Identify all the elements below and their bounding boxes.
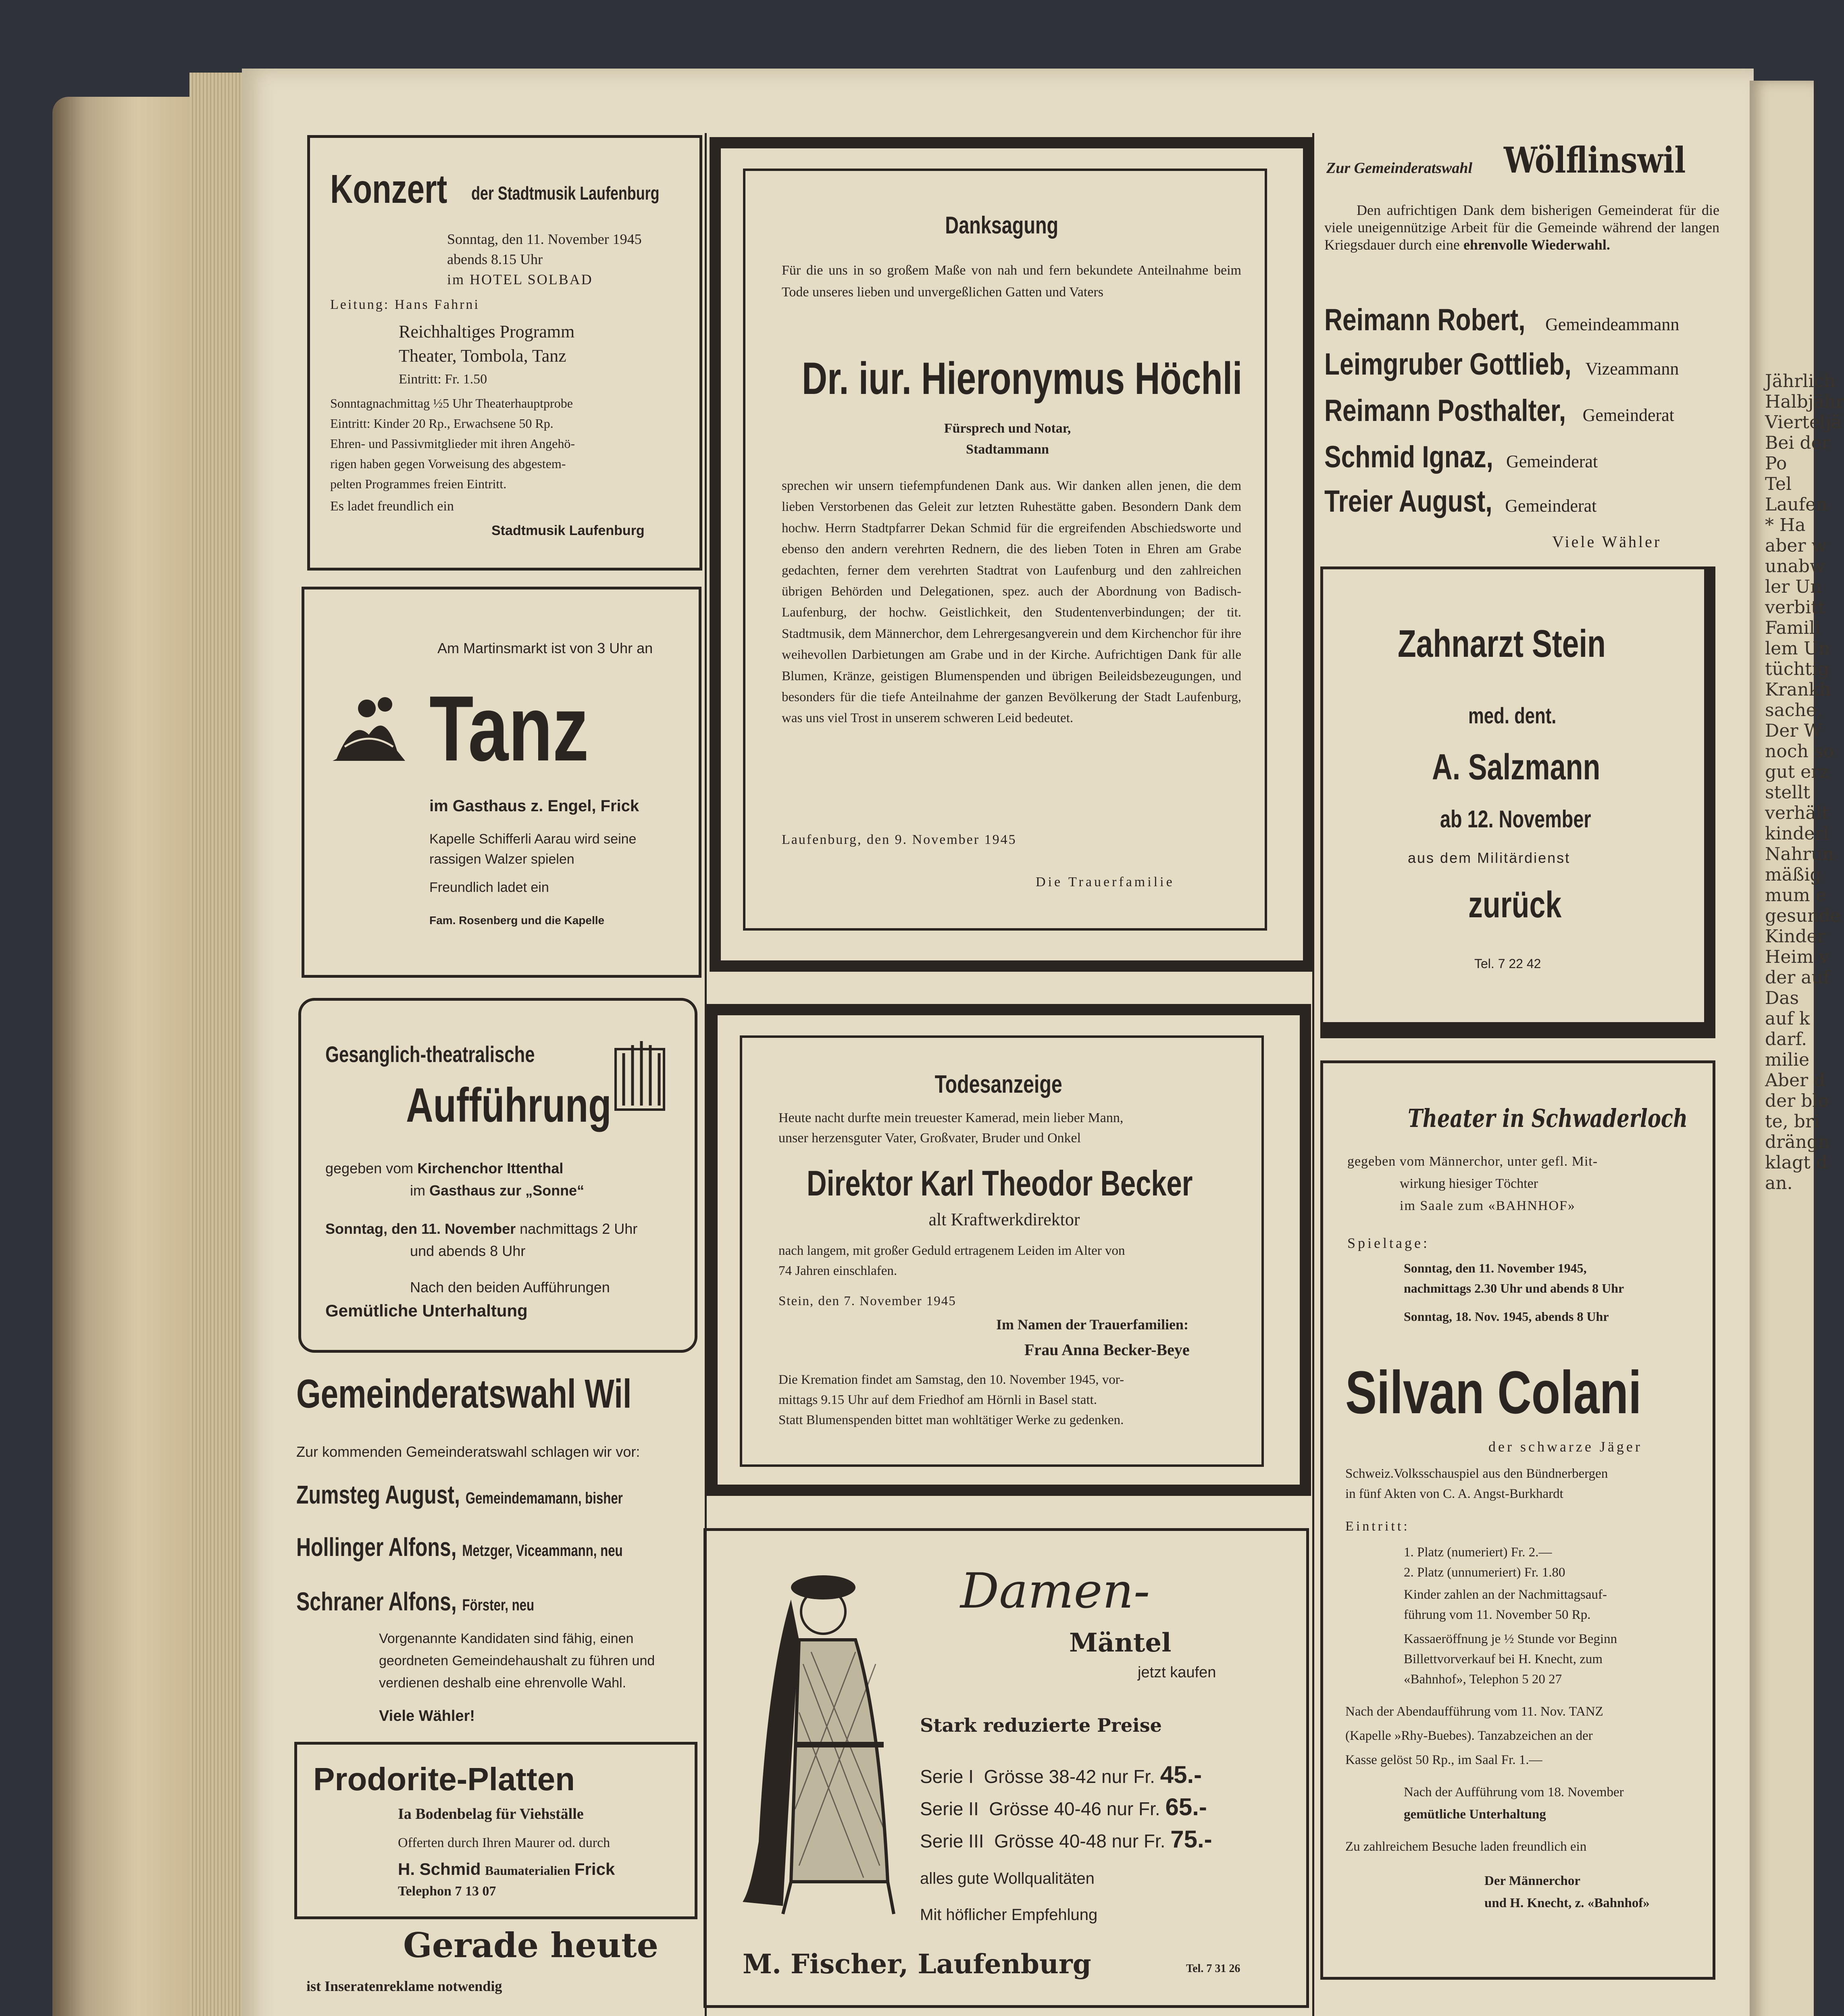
prodorite-title: Prodorite-Platten	[313, 1761, 575, 1797]
wil-signature: Viele Wähler!	[379, 1708, 475, 1724]
damen-maentel-ad	[703, 1528, 1309, 2008]
schwaderloch-invite: Zu zahlreichem Besuche laden freundlich ein	[1345, 1839, 1587, 1854]
zahnarzt-degree: med. dent.	[1468, 703, 1557, 728]
damen-title: Damen-	[960, 1563, 1150, 1619]
facing-page-line: klagt d	[1765, 1152, 1827, 1173]
facing-page-line: Tel	[1765, 474, 1792, 494]
dancers-icon	[329, 686, 409, 767]
schwaderloch-price-2: 2. Platz (unnumeriert) Fr. 1.80	[1404, 1565, 1565, 1580]
schwaderloch-text: (Kapelle »Rhy-Buebes). Tanzabzeichen an der	[1345, 1729, 1593, 1743]
tanz-invite: Freundlich ladet ein	[429, 880, 549, 895]
todesanzeige-text: Statt Blumenspenden bittet man wohltätiger Werke zu gedenken.	[778, 1413, 1124, 1427]
facing-page-line: der blo	[1765, 1091, 1829, 1111]
facing-page-line: darf.	[1765, 1029, 1807, 1050]
schwaderloch-text: Kinder zahlen an der Nachmittagsauf-	[1404, 1587, 1607, 1602]
facing-page-line: Aber d	[1765, 1070, 1825, 1091]
tanz-band: rassigen Walzer spielen	[429, 852, 574, 867]
facing-page-line: Der W	[1765, 721, 1822, 741]
woelf-member-2-role: Vizeammann	[1585, 359, 1679, 379]
woelf-kicker: Zur Gemeinderatswahl	[1326, 160, 1473, 177]
konzert-ad	[307, 135, 702, 571]
woelf-title: Wölflinswil	[1504, 139, 1686, 181]
woelf-member-4-role: Gemeinderat	[1506, 452, 1598, 471]
facing-page-line: verhält	[1765, 803, 1829, 823]
facing-page-line: mum e	[1765, 885, 1826, 906]
facing-page-line: Bei der	[1765, 433, 1830, 453]
series-1-size: Grösse 38-42 nur Fr.	[984, 1766, 1155, 1787]
series-3-size: Grösse 40-48 nur Fr.	[994, 1831, 1166, 1851]
todesanzeige-ad	[706, 1004, 1311, 1496]
auffuehrung-date: Sonntag, den 11. November	[325, 1220, 516, 1237]
woelf-intro-bold: ehrenvolle Wiederwahl.	[1463, 237, 1610, 253]
auffuehrung-time: nachmittags 2 Uhr	[520, 1220, 638, 1237]
facing-page-line: auf k	[1765, 1008, 1810, 1029]
organ-icon	[612, 1033, 668, 1114]
zahnarzt-back: zurück	[1468, 884, 1562, 925]
auffuehrung-kicker: Gesanglich-theatralische	[325, 1041, 535, 1067]
series-1: Serie I	[920, 1766, 974, 1787]
schwaderloch-signature: und H. Knecht, z. «Bahnhof»	[1484, 1896, 1650, 1910]
wil-body: verdienen deshalb eine ehrenvolle Wahl.	[379, 1675, 626, 1691]
schwaderloch-date-2: Sonntag, 18. Nov. 1945, abends 8 Uhr	[1404, 1309, 1609, 1324]
woman-in-coat-icon	[735, 1559, 904, 1922]
facing-page-line: stellt	[1765, 782, 1811, 803]
woelf-member-5: Treier August,	[1324, 484, 1492, 519]
todesanzeige-text: 74 Jahren einschlafen.	[778, 1264, 897, 1278]
schwaderloch-price-1: 1. Platz (numeriert) Fr. 2.—	[1404, 1545, 1552, 1560]
facing-page-line: Laufen	[1765, 494, 1827, 515]
series-2-size: Grösse 40-46 nur Fr.	[989, 1798, 1160, 1819]
zahnarzt-phone: Tel. 7 22 42	[1474, 956, 1541, 971]
deceased-name: Dr. iur. Hieronymus Höchli	[802, 353, 1243, 404]
damen-maentel-title: Mäntel	[1069, 1628, 1172, 1658]
wil-candidate-3-role: Förster, neu	[462, 1596, 535, 1614]
todesanzeige-title: Todesanzeige	[934, 1070, 1062, 1098]
konzert-time: abends 8.15 Uhr	[447, 251, 543, 267]
facing-page-line: drängn	[1765, 1132, 1830, 1152]
schwaderloch-date-1-time: nachmittags 2.30 Uhr und abends 8 Uhr	[1404, 1281, 1624, 1295]
woelf-intro: Den aufrichtigen Dank dem bisherigen Gemeinderat für die viele uneigennützige Arbeit für die Gemeinde während der langen Kriegsdauer durch eine	[1324, 202, 1719, 253]
series-2-price: 65.-	[1165, 1793, 1207, 1820]
tanz-signature: Fam. Rosenberg und die Kapelle	[429, 914, 605, 927]
auffuehrung-im: im	[410, 1182, 425, 1199]
schwaderloch-eintritt: Eintritt:	[1345, 1519, 1410, 1534]
facing-page-line: Krankh	[1765, 679, 1831, 700]
schwaderloch-date-1: Sonntag, den 11. November 1945,	[1404, 1261, 1587, 1275]
wil-intro: Zur kommenden Gemeinderatswahl schlagen wir vor:	[296, 1443, 640, 1460]
konzert-invite: Es ladet freundlich ein	[330, 499, 454, 514]
todesanzeige-name: Direktor Karl Theodor Becker	[807, 1163, 1193, 1203]
wil-candidate-1-role: Gemeindemamann, bisher	[465, 1489, 623, 1507]
facing-page-line: Heim v	[1765, 947, 1829, 967]
gerade-subtitle: ist Inseratenreklame notwendig	[306, 1978, 502, 1994]
todesanzeige-text: nach langem, mit großer Geduld ertragenem Leiden im Alter von	[778, 1243, 1125, 1258]
facing-page-line: kinderl	[1765, 823, 1829, 844]
schwaderloch-text: Nach der Aufführung vom 18. November	[1404, 1785, 1624, 1799]
zahnarzt-from: ab 12. November	[1440, 806, 1591, 833]
zahnarzt-name: A. Salzmann	[1432, 747, 1600, 787]
konzert-leitung: Leitung: Hans Fahrni	[330, 297, 480, 312]
woelf-member-1-role: Gemeindeammann	[1545, 314, 1680, 334]
woelf-member-2: Leimgruber Gottlieb,	[1324, 347, 1571, 381]
todesanzeige-text: unser herzensguter Vater, Großvater, Bruder und Onkel	[778, 1131, 1081, 1145]
facing-page-line: Halbjähr	[1765, 392, 1844, 412]
schwaderloch-text: «Bahnhof», Telephon 5 20 27	[1404, 1672, 1562, 1687]
woelf-member-1: Reimann Robert,	[1324, 303, 1526, 337]
series-1-price: 45.-	[1160, 1761, 1202, 1788]
konzert-program: Reichhaltiges Programm	[399, 322, 575, 342]
facing-page-line: der auf	[1765, 967, 1830, 988]
facing-page-line: * Ha	[1765, 515, 1806, 535]
deceased-profession: Fürsprech und Notar,	[944, 421, 1071, 436]
tanz-intro: Am Martinsmarkt ist von 3 Uhr an	[437, 640, 653, 656]
woelf-member-3-role: Gemeinderat	[1582, 405, 1674, 425]
todesanzeige-sign-intro: Im Namen der Trauerfamilien:	[996, 1316, 1188, 1333]
konzert-note: Ehren- und Passivmitglieder mit ihren Angehö-	[330, 436, 575, 451]
auffuehrung-ad	[298, 998, 697, 1353]
danksagung-date: Laufenburg, den 9. November 1945	[782, 832, 1017, 847]
damen-buy-now: jetzt kaufen	[1138, 1664, 1216, 1681]
konzert-note: rigen haben gegen Vorweisung des abgestem-	[330, 456, 566, 471]
wil-body: Vorgenannte Kandidaten sind fähig, einen	[379, 1631, 634, 1646]
schwaderloch-text: führung vom 11. November 50 Rp.	[1404, 1608, 1591, 1622]
konzert-title: Konzert	[330, 167, 447, 212]
tanz-venue: im Gasthaus z. Engel, Frick	[429, 797, 639, 815]
schwaderloch-text: Nach der Abendaufführung vom 11. Nov. TANZ	[1345, 1704, 1603, 1719]
schwaderloch-venue: im Saale zum «BAHNHOF»	[1400, 1198, 1576, 1213]
wil-candidate-2: Hollinger Alfons,	[296, 1533, 457, 1562]
prodorite-ad	[294, 1742, 697, 1919]
todesanzeige-text: mittags 9.15 Uhr auf dem Friedhof am Hörnli in Basel statt.	[778, 1393, 1097, 1407]
schwaderloch-signature: Der Männerchor	[1484, 1874, 1580, 1888]
schwaderloch-text: Billettvorverkauf bei H. Knecht, zum	[1404, 1652, 1603, 1666]
zahnarzt-ad	[1320, 566, 1715, 1038]
tanz-ad	[302, 587, 701, 978]
damen-quality: alles gute Wollqualitäten	[920, 1870, 1095, 1887]
series-3-price: 75.-	[1170, 1826, 1212, 1853]
wil-candidate-3: Schraner Alfons,	[296, 1587, 457, 1616]
todesanzeige-date: Stein, den 7. November 1945	[778, 1294, 956, 1308]
konzert-eintritt: Eintritt: Fr. 1.50	[399, 372, 487, 387]
danksagung-intro: Für die uns in so großem Maße von nah und fern bekundete Anteilnahme beim Tode unseres lieben und unvergeßlichen Gatten und Vaters	[782, 263, 1241, 300]
facing-page-line: Jährlich	[1765, 371, 1836, 392]
facing-page-line: Kinder	[1765, 926, 1826, 947]
auffuehrung-choir: Kirchenchor Ittenthal	[417, 1160, 564, 1177]
woelf-signature: Viele Wähler	[1552, 533, 1662, 551]
danksagung-signature: Die Trauerfamilie	[1036, 875, 1175, 889]
wil-title: Gemeinderatswahl Wil	[296, 1371, 632, 1416]
zahnarzt-title: Zahnarzt Stein	[1398, 622, 1606, 665]
konzert-signature: Stadtmusik Laufenburg	[491, 523, 645, 538]
woelf-member-5-role: Gemeinderat	[1505, 496, 1597, 516]
damen-signature: M. Fischer, Laufenburg	[743, 1948, 1091, 1980]
schwaderloch-text: Kasse gelöst 50 Rp., im Saal Fr. 1.—	[1345, 1753, 1542, 1767]
series-3: Serie III	[920, 1831, 984, 1851]
damen-reduced: Stark reduzierte Preise	[920, 1714, 1162, 1736]
prodorite-tagline: Ia Bodenbelag für Viehställe	[398, 1806, 584, 1822]
auffuehrung-note: Nach den beiden Aufführungen	[410, 1279, 610, 1295]
konzert-note: pelten Programmes freien Eintritt.	[330, 477, 507, 491]
schwaderloch-subtitle: der schwarze Jäger	[1488, 1439, 1642, 1455]
facing-page-line: verbitt	[1765, 597, 1825, 618]
facing-page-line: Nahrun	[1765, 844, 1834, 864]
facing-page-line: aber w	[1765, 535, 1827, 556]
facing-page-line: Famili	[1765, 618, 1821, 638]
facing-page-line: Vierteljä	[1765, 412, 1842, 433]
facing-page-line: tüchtig	[1765, 659, 1829, 679]
todesanzeige-text: Heute nacht durfte mein treuester Kamerad, mein lieber Mann,	[778, 1110, 1124, 1125]
konzert-program-items: Theater, Tombola, Tanz	[399, 346, 566, 366]
konzert-date: Sonntag, den 11. November 1945	[447, 231, 642, 247]
schwaderloch-text: wirkung hiesiger Töchter	[1400, 1176, 1538, 1191]
auffuehrung-venue: Gasthaus zur „Sonne“	[429, 1182, 585, 1199]
danksagung-ad	[710, 137, 1314, 972]
wil-candidate-2-role: Metzger, Viceammann, neu	[462, 1542, 623, 1560]
facing-page-line: lem Un	[1765, 638, 1830, 659]
danksagung-body: sprechen wir unsern tiefempfundenen Dank aus. Wir danken allen jenen, die dem lieben Verstorbenen das Geleit zur letzten Ruhestätte gaben. Besondern Dank dem hochw. Herrn Stadtpfarrer Dekan Schmid für die ergreifenden Abschiedsworte und ebenso den andern verehrten Rednern, die des lieben Toten in Ehren am Grabe gedachten, ferner dem verehrten Stadtrat von Laufenburg und den zahlreichen übrigen Behörden und Delegationen, spez. auch der Abordnung von Badisch-Laufenburg, der hochw. Geistlichkeit, den Studentenverbindungen; der tit. Stadtmusik, dem Männerchor, dem Lehrergesangverein und dem Kirchenchor für ihre weihevollen Darbietungen am Grabe und in der Kirche. Aufrichtigen Dank für alle Blumen, Kränze, geistigen Blumenspenden und übrigen Beileidsbezeugungen, und besonders für die tiefe Anteilnahme der ganzen Bevölkerung der Stadt Laufenburg, was uns viel Trost in unserem schweren Leid bedeutet.	[782, 479, 1241, 726]
konzert-note: Sonntagnachmittag ½5 Uhr Theaterhauptprobe	[330, 396, 573, 410]
wil-candidate-1: Zumsteg August,	[296, 1480, 460, 1509]
facing-page-line: te, bri	[1765, 1111, 1819, 1132]
schwaderloch-title: Theater in Schwaderloch	[1408, 1104, 1688, 1133]
facing-page-line: Das	[1765, 988, 1799, 1008]
facing-page-line: mäßig	[1765, 864, 1821, 885]
prodorite-dealer-type: Baumaterialien	[485, 1863, 570, 1878]
tanz-band: Kapelle Schifferli Aarau wird seine	[429, 831, 637, 847]
zahnarzt-military: aus dem Militärdienst	[1408, 850, 1571, 866]
woelf-member-3: Reimann Posthalter,	[1324, 394, 1566, 428]
woelf-member-4: Schmid Ignaz,	[1324, 440, 1493, 474]
facing-page-line: unabw	[1765, 556, 1825, 577]
facing-page-line: gut erz	[1765, 762, 1829, 782]
deceased-office: Stadtammann	[966, 442, 1049, 457]
gerade-title: Gerade heute	[403, 1925, 659, 1965]
todesanzeige-signature: Frau Anna Becker-Beye	[1024, 1341, 1190, 1359]
damen-phone: Tel. 7 31 26	[1186, 1962, 1240, 1975]
silvan-colani-title: Silvan Colani	[1345, 1358, 1642, 1426]
tanz-title: Tanz	[429, 677, 589, 780]
schwaderloch-text: Kassaeröffnung je ½ Stunde vor Beginn	[1404, 1632, 1617, 1646]
schwaderloch-text: gemütliche Unterhaltung	[1404, 1807, 1546, 1822]
auffuehrung-time-evening: und abends 8 Uhr	[410, 1243, 526, 1259]
prodorite-phone: Telephon 7 13 07	[398, 1884, 496, 1899]
facing-page-line: ler Un	[1765, 577, 1822, 597]
schwaderloch-spieltage: Spieltage:	[1347, 1235, 1430, 1251]
damen-regards: Mit höflicher Empfehlung	[920, 1906, 1098, 1924]
schwaderloch-text: Schweiz.Volksschauspiel aus den Bündnerbergen	[1345, 1466, 1608, 1481]
facing-page-line: milie	[1765, 1050, 1809, 1070]
facing-page-line: sache,	[1765, 700, 1822, 721]
prodorite-dealer: H. Schmid	[398, 1860, 481, 1879]
schwaderloch-text: in fünf Akten von C. A. Angst-Burkhardt	[1345, 1487, 1563, 1501]
prodorite-offer: Offerten durch Ihren Maurer od. durch	[398, 1835, 610, 1850]
wil-body: geordneten Gemeindehaushalt zu führen und	[379, 1653, 655, 1668]
auffuehrung-by: gegeben vom	[325, 1160, 414, 1177]
todesanzeige-text: Die Kremation findet am Samstag, den 10. November 1945, vor-	[778, 1372, 1124, 1387]
series-2: Serie II	[920, 1798, 979, 1819]
schwaderloch-text: gegeben vom Männerchor, unter gefl. Mit-	[1347, 1154, 1598, 1169]
prodorite-town: Frick	[574, 1860, 615, 1879]
konzert-note: Eintritt: Kinder 20 Rp., Erwachsene 50 Rp.	[330, 416, 554, 431]
danksagung-title: Danksagung	[945, 212, 1059, 239]
konzert-venue: im HOTEL SOLBAD	[447, 271, 593, 287]
facing-page-line: noch so	[1765, 741, 1834, 762]
auffuehrung-entertainment: Gemütliche Unterhaltung	[325, 1301, 528, 1320]
facing-page-line: Po	[1765, 453, 1787, 474]
facing-page-line: gesunde	[1765, 906, 1841, 926]
auffuehrung-title: Aufführung	[406, 1078, 612, 1132]
todesanzeige-role: alt Kraftwerkdirektor	[928, 1210, 1080, 1229]
facing-page-line: an.	[1765, 1173, 1793, 1193]
schwaderloch-ad	[1320, 1060, 1715, 1980]
facing-page-text	[1750, 371, 1844, 1581]
konzert-subtitle: der Stadtmusik Laufenburg	[471, 183, 660, 204]
